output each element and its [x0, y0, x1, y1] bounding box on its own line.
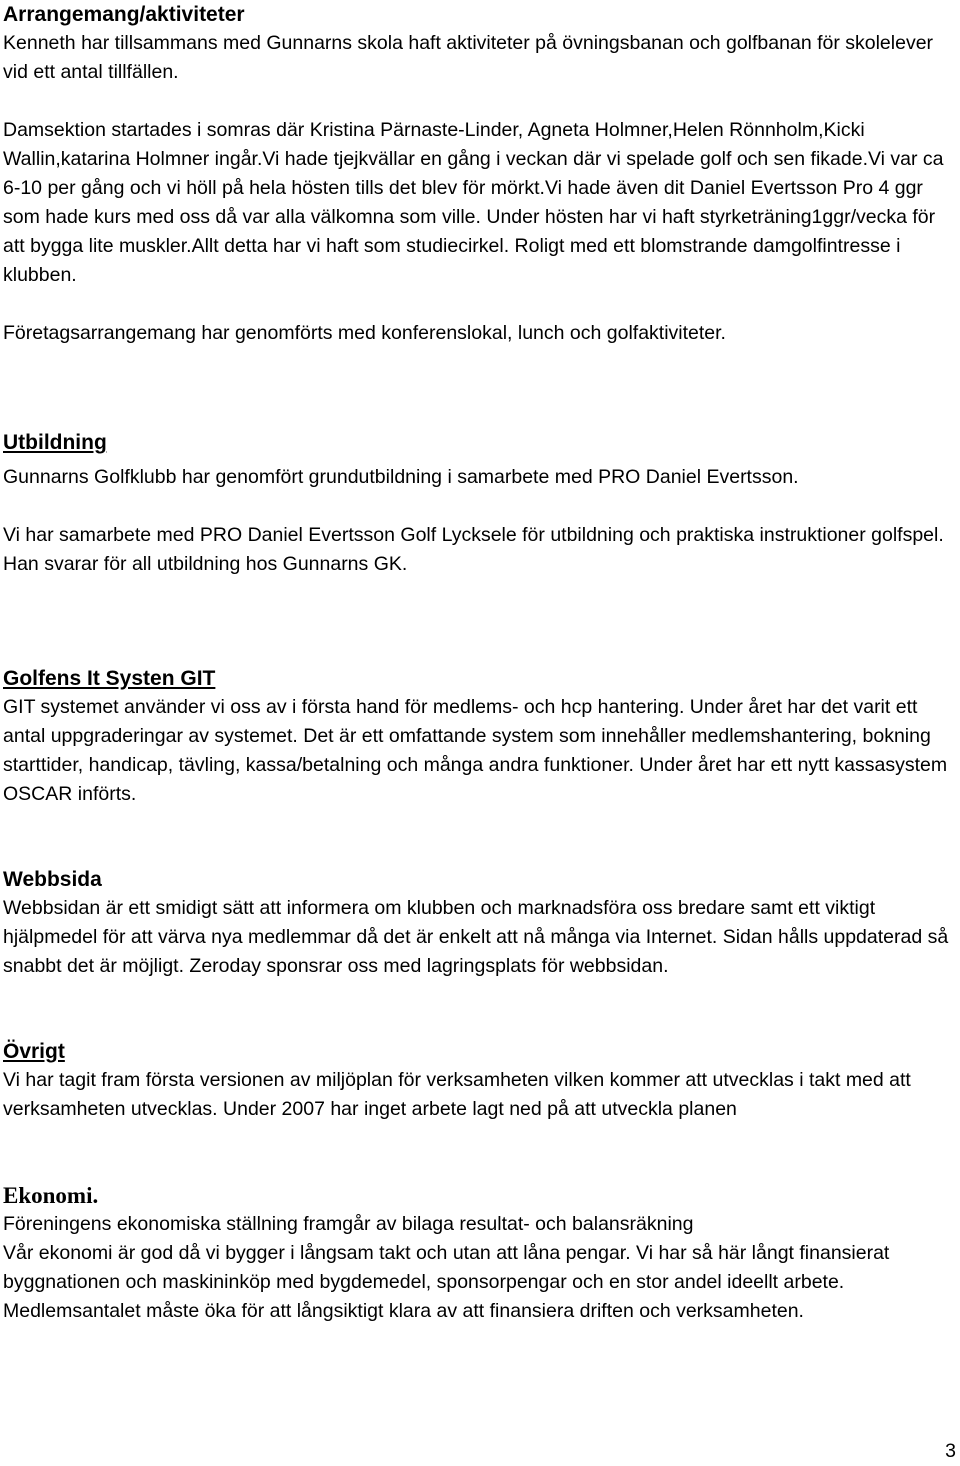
section-ovrigt: [3, 1037, 953, 1124]
paragraph-arrangemang-2: Damsektion startades i somras där Kristina Pärnaste-Linder, Agneta Holmner,Helen Rönnholm,Kicki Wallin,katarina Holmner ingår.Vi hade tjejkvällar en gång i veckan där vi spelade golf och sen fikade.Vi var ca 6-10 per gång och vi höll på hela hösten tills det blev för mörkt.Vi hade även dit Daniel Evertsson Pro 4 ggr som hade kurs med oss då var alla välkomna som ville. Under hösten har vi haft styrketräning1ggr/vecka för att bygga lite muskler.Allt detta har vi haft som studiecirkel. Roligt med ett blomstrande damgolfintresse i klubben.: [3, 119, 944, 286]
paragraph-git-1: GIT systemet använder vi oss av i första hand för medlems- och hcp hantering. Under året har det varit ett antal uppgraderingar av systemet. Det är ett omfattande system som innehåller medlemshantering, bokning starttider, handicap, tävling, kassa/betalning och många andra funktioner. Under året har ett nytt kassasystem OSCAR införts.: [3, 696, 948, 805]
section-arrangemang: [3, 0, 953, 348]
section-utbildning: [3, 428, 953, 579]
heading-git: Golfens It Systen GIT: [3, 667, 216, 690]
paragraph-ovrigt-1: Vi har tagit fram första versionen av miljöplan för verksamheten vilken kommer att utvecklas i takt med att verksamheten utvecklas. Under 2007 har inget arbete lagt ned på att utveckla planen: [3, 1069, 911, 1120]
heading-arrangemang: Arrangemang/aktiviteter: [3, 3, 245, 26]
section-ekonomi: [3, 1181, 953, 1326]
paragraph-arrangemang-1: Kenneth har tillsammans med Gunnarns skola haft aktiviteter på övningsbanan och golfbanan för skolelever vid ett antal tillfällen.: [3, 32, 934, 83]
paragraph-ekonomi-1: Föreningens ekonomiska ställning framgår av bilaga resultat- och balansräkning: [3, 1213, 694, 1235]
paragraph-utbildning-2: Vi har samarbete med PRO Daniel Evertsson Golf Lycksele för utbildning och praktiska instruktioner golfspel. Han svarar för all utbildning hos Gunnarns GK.: [3, 524, 944, 575]
heading-ekonomi: Ekonomi.: [3, 1183, 99, 1208]
heading-webbsida: Webbsida: [3, 868, 102, 891]
section-webbsida: [3, 865, 953, 981]
heading-utbildning: Utbildning: [3, 431, 107, 454]
paragraph-utbildning-1: Gunnarns Golfklubb har genomfört grundutbildning i samarbete med PRO Daniel Evertsson.: [3, 466, 799, 488]
section-git: [3, 664, 953, 809]
page-number: 3: [945, 1440, 956, 1462]
paragraph-webbsida-1: Webbsidan är ett smidigt sätt att informera om klubben och marknadsföra oss bredare samt ett viktigt hjälpmedel för att värva nya medlemmar då det är enkelt att nå många via Internet. Sidan hålls uppdaterad så snabbt det är möjligt. Zeroday sponsrar oss med lagringsplats för webbsidan.: [3, 897, 949, 977]
paragraph-arrangemang-3: Företagsarrangemang har genomförts med konferenslokal, lunch och golfaktiviteter.: [3, 322, 726, 344]
paragraph-ekonomi-2: Vår ekonomi är god då vi bygger i långsam takt och utan att låna pengar. Vi har så här långt finansierat byggnationen och maskininköp med bygdemedel, sponsorpengar och en stor andel ideellt arbete. Medlemsantalet måste öka för att långsiktigt klara av att finansiera driften och verksamheten.: [3, 1242, 890, 1322]
heading-ovrigt: Övrigt: [3, 1040, 65, 1063]
